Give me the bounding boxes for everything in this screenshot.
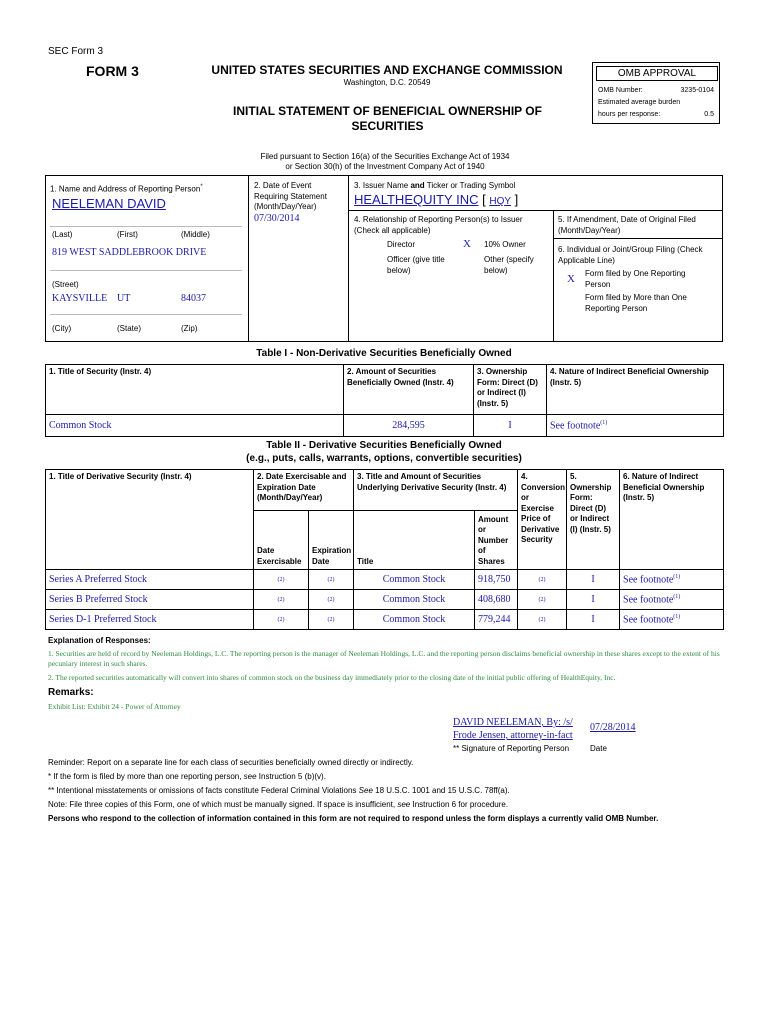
street-value: 819 WEST SADDLEBROOK DRIVE [52, 247, 207, 258]
other-label: Other (specify below) [484, 255, 534, 275]
top-boxes-right-border [722, 175, 723, 341]
t2-date-exercisable: (2) [254, 570, 309, 590]
box3-label: 3. Issuer Name and Ticker or Trading Symbol [354, 181, 516, 190]
top-boxes-bottom-border [45, 341, 723, 342]
t2-ownership-form: I [567, 570, 620, 590]
signature-date-label: Date [590, 744, 607, 753]
zip-value: 84037 [181, 293, 206, 304]
t1-header-form: 3. Ownership Form: Direct (D) or Indirect (I) (Instr. 5) [474, 365, 547, 415]
box6-label: 6. Individual or Joint/Group Filing (Check Applicable Line) [558, 245, 703, 265]
t2-underlying-amount: 408,680 [475, 590, 518, 610]
director-label: Director [387, 240, 416, 249]
signature-line-1: DAVID NEELEMAN, By: /s/ [453, 717, 573, 728]
t1-amount: 284,595 [344, 415, 474, 437]
sec-form-label: SEC Form 3 [48, 46, 104, 57]
t2-ownership-form: I [567, 590, 620, 610]
last-label: (Last) [52, 230, 73, 239]
t2-underlying-amount: 779,244 [475, 610, 518, 630]
more-persons-label: Form filed by More than One Reporting Person [585, 293, 687, 313]
ticker-link[interactable]: HQY [489, 196, 512, 207]
omb-hours-label: hours per response: [598, 111, 661, 118]
table-row [46, 590, 724, 610]
t2-header-conversion: 4. Conversion or Exercise Price of Derivative Security [518, 470, 567, 570]
box2-label: 2. Date of Event Requiring Statement (Month/Day/Year) [254, 181, 327, 211]
omb-number-value: 3235-0104 [680, 87, 714, 94]
zip-label: (Zip) [181, 324, 198, 333]
top-boxes-top-border [45, 175, 723, 176]
officer-label: Officer (give title below) [387, 255, 445, 275]
table-row [46, 570, 724, 590]
commission-title: UNITED STATES SECURITIES AND EXCHANGE COMMISSION [211, 63, 563, 77]
table2-subtitle: (e.g., puts, calls, warrants, options, convertible securities) [246, 453, 522, 464]
t2-conversion-price: (2) [518, 610, 567, 630]
omb-number-label: OMB Number: [598, 87, 643, 94]
omb-burden-label: Estimated average burden [598, 99, 681, 106]
t1-nature: See footnote$^{(1)}$ [547, 415, 724, 437]
t2-header-under-amount: Amount or Number of Shares [475, 511, 518, 570]
state-value: UT [117, 293, 131, 304]
table1-title: Table I - Non-Derivative Securities Beneficially Owned [256, 348, 512, 359]
t2-header-nature: 6. Nature of Indirect Beneficial Ownership (Instr. 5) [620, 470, 724, 570]
table2-title: Table II - Derivative Securities Beneficially Owned [266, 440, 502, 451]
t2-underlying-title: Common Stock [354, 610, 475, 630]
table-row [46, 610, 724, 630]
city-rule [50, 314, 242, 315]
t2-expiration: (2) [309, 610, 354, 630]
footnote-2: 2. The reported securities automatically will convert into shares of common stock on the business day immediately prior to the closing date of the initial public offering of HealthEquity, Inc. [48, 673, 616, 682]
t1-header-amount: 2. Amount of Securities Beneficially Owned (Instr. 4) [344, 365, 474, 415]
t2-underlying-amount: 918,750 [475, 570, 518, 590]
commission-city: Washington, D.C. 20549 [343, 78, 431, 87]
event-date-value: 07/30/2014 [254, 213, 300, 224]
box1-label: 1. Name and Address of Reporting Person* [50, 184, 203, 194]
t2-underlying-title: Common Stock [354, 570, 475, 590]
t2-derivative-title: Series D-1 Preferred Stock [46, 610, 254, 630]
copies-note: Note: File three copies of this Form, one of which must be manually signed. If space is insufficient, see Instruction 6 for procedure. [48, 800, 509, 809]
misstatements-note: ** Intentional misstatements or omissions of facts constitute Federal Criminal Violations See 18 U.S.C. 1001 and 15 U.S.C. 78ff(a). [48, 786, 510, 795]
filed-line-1: Filed pursuant to Section 16(a) of the Securities Exchange Act of 1934 [260, 152, 510, 161]
t1-header-title: 1. Title of Security (Instr. 4) [46, 365, 344, 415]
box1-left-border [45, 175, 46, 341]
filed-line-2: or Section 30(h) of the Investment Company Act of 1940 [285, 162, 485, 171]
t2-underlying-title: Common Stock [354, 590, 475, 610]
derivative-table [45, 469, 724, 630]
street-rule [50, 270, 242, 271]
signature-date: 07/28/2014 [590, 722, 636, 733]
box1-right-border [248, 175, 249, 341]
t2-date-exercisable: (2) [254, 590, 309, 610]
statement-title: INITIAL STATEMENT OF BENEFICIAL OWNERSHIP OF SECURITIES [233, 104, 542, 133]
middle-label: (Middle) [181, 230, 210, 239]
ten-percent-owner-label: 10% Owner [484, 240, 526, 249]
first-label: (First) [117, 230, 138, 239]
box4-right-border [553, 210, 554, 341]
table-row [46, 415, 724, 437]
t2-date-exercisable: (2) [254, 610, 309, 630]
city-value: KAYSVILLE [52, 293, 108, 304]
name-rule [50, 226, 242, 227]
t2-header-underlying: 3. Title and Amount of Securities Underlying Derivative Security (Instr. 4) [354, 470, 518, 511]
multiple-persons-note: * If the form is filed by more than one reporting person, see Instruction 5 (b)(v). [48, 772, 326, 781]
director-check-mark: X [463, 238, 471, 250]
omb-hours-value: 0.5 [704, 111, 714, 118]
t2-header-title: 1. Title of Derivative Security (Instr. 4) [46, 470, 254, 570]
t2-nature: See footnote$^{(1)}$ [620, 570, 724, 590]
street-label: (Street) [52, 280, 79, 289]
issuer-name-link[interactable]: HEALTHEQUITY INC [354, 192, 479, 207]
reporting-person-name[interactable]: NEELEMAN DAVID [52, 196, 166, 211]
form-title: FORM 3 [86, 63, 139, 79]
reminder-note: Reminder: Report on a separate line for each class of securities beneficially owned directly or indirectly. [48, 758, 414, 767]
remarks-title: Remarks: [48, 687, 94, 698]
box2-right-border [348, 175, 349, 341]
explanation-title: Explanation of Responses: [48, 636, 151, 645]
remarks-text: Exhibit List: Exhibit 24 - Power of Attorney [48, 702, 181, 711]
box4-sub: (Check all applicable) [354, 226, 431, 235]
omb-approval-box [592, 62, 720, 124]
t2-header-form: 5. Ownership Form: Direct (D) or Indirect (I) (Instr. 5) [567, 470, 620, 570]
t2-conversion-price: (2) [518, 590, 567, 610]
city-label: (City) [52, 324, 72, 333]
state-label: (State) [117, 324, 142, 333]
non-derivative-table [45, 364, 724, 437]
one-person-label: Form filed by One Reporting Person [585, 269, 686, 289]
t2-header-expiration: Expiration Date [309, 511, 354, 570]
omb-approval-title: OMB APPROVAL [596, 66, 718, 81]
issuer-line: HEALTHEQUITY INC [ HQY ] [354, 192, 519, 207]
box3-bottom-border [348, 210, 722, 211]
t1-header-nature: 4. Nature of Indirect Beneficial Ownership (Instr. 5) [547, 365, 724, 415]
t2-derivative-title: Series B Preferred Stock [46, 590, 254, 610]
t2-ownership-form: I [567, 610, 620, 630]
t2-conversion-price: (2) [518, 570, 567, 590]
signature-label: ** Signature of Reporting Person [453, 744, 570, 753]
one-person-check-mark: X [567, 273, 575, 285]
t2-header-under-title: Title [354, 511, 475, 570]
footnote-1: 1. Securities are held of record by Neeleman Holdings, L.C. The reporting person is the manager of Neeleman Holdings, L.C. and the reporting person disclaims beneficial ownership in these shares except to the extent of his pecuniary interest in such shares. [48, 649, 720, 668]
t2-header-dates: 2. Date Exercisable and Expiration Date (Month/Day/Year) [254, 470, 354, 511]
t2-nature: See footnote$^{(1)}$ [620, 590, 724, 610]
t2-derivative-title: Series A Preferred Stock [46, 570, 254, 590]
box5-label: 5. If Amendment, Date of Original Filed (Month/Day/Year) [558, 215, 696, 235]
box5-bottom-border [553, 238, 722, 239]
t2-nature: See footnote$^{(1)}$ [620, 610, 724, 630]
t2-expiration: (2) [309, 570, 354, 590]
t1-security-title: Common Stock [46, 415, 344, 437]
t2-expiration: (2) [309, 590, 354, 610]
box4-label: 4. Relationship of Reporting Person(s) to Issuer [354, 215, 523, 224]
t1-ownership-form: I [474, 415, 547, 437]
t2-header-date-exercisable: Date Exercisable [254, 511, 309, 570]
signature-line-2: Frode Jensen, attorney-in-fact [453, 730, 573, 741]
omb-notice: Persons who respond to the collection of information contained in this form are not required to respond unless the form displays a currently valid OMB Number. [48, 814, 659, 823]
